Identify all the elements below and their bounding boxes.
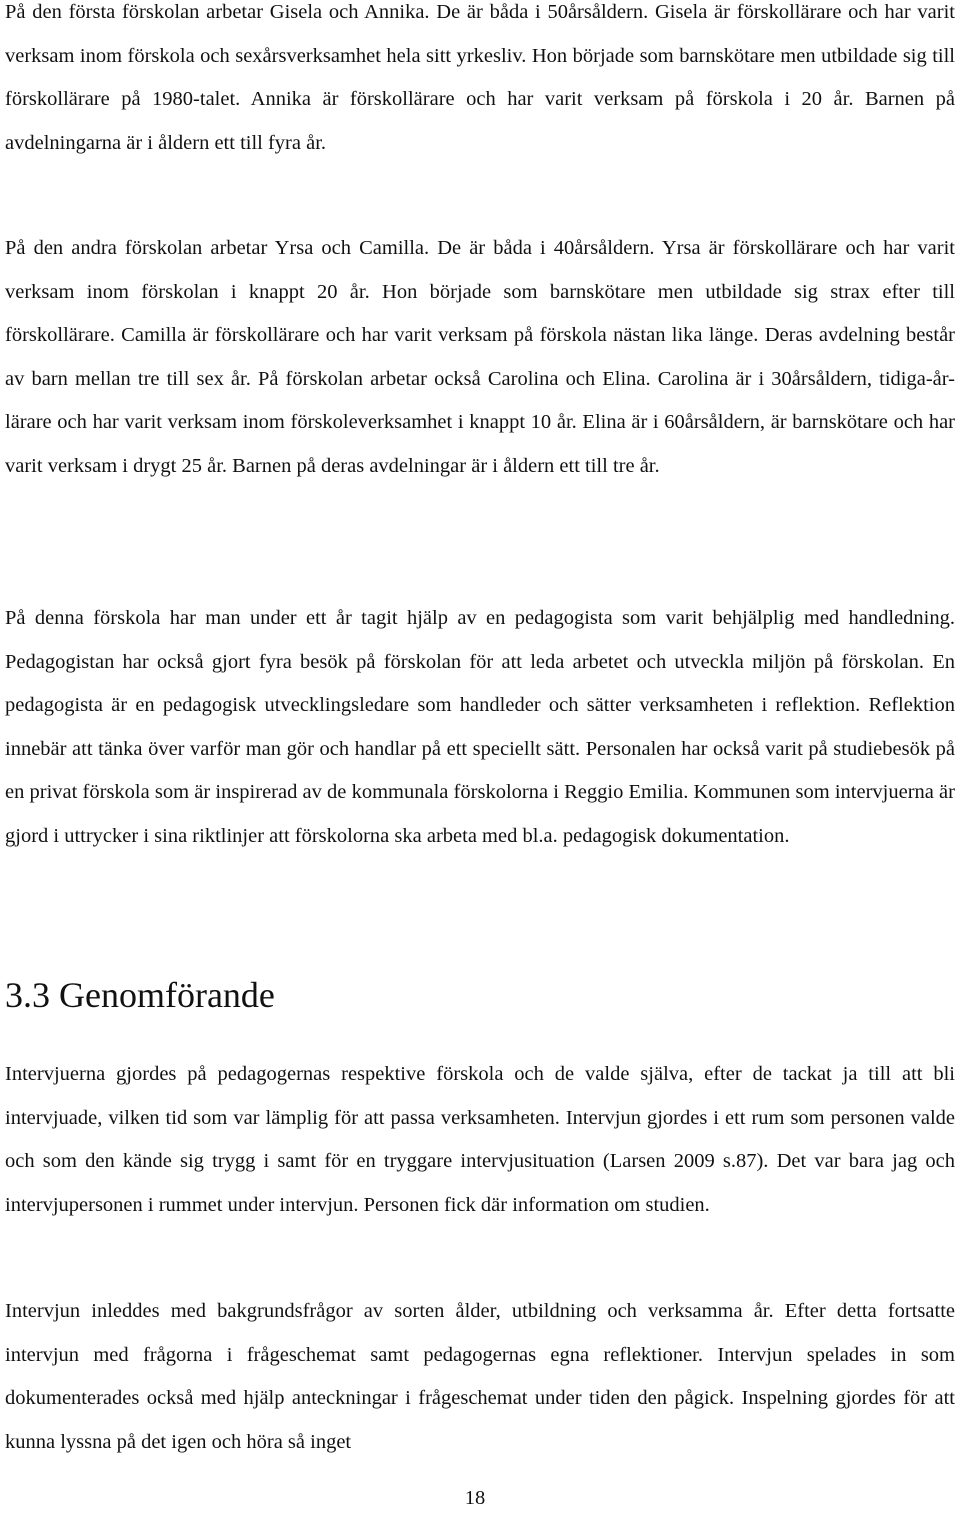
section-heading: 3.3 Genomförande	[5, 975, 275, 1015]
paragraph-first-preschool: På den första förskolan arbetar Gisela och Annika. De är båda i 50årsåldern. Gisela är förskollärare och har varit verksam inom förskola och sexårsverksamhet hela sitt yrkesliv. Hon började som barnskötare men utbildade sig till förskollärare på 1980-talet. Annika är förskollärare och har varit verksam på förskola i 20 år. Barnen på avdelningarna är i åldern ett till fyra år.	[5, 1, 955, 154]
paragraph-interviews: Intervjuerna gjordes på pedagogernas respektive förskola och de valde själva, efter de tackat ja till att bli intervjuade, vilken tid som var lämplig för att passa verksamheten. Intervjun gjordes i ett rum som personen valde och som den kände sig trygg i samt för en tryggare intervjusituation (Larsen 2009 s.87). Det var bara jag och intervjupersonen i rummet under intervjun. Personen fick där information om studien.	[5, 1063, 955, 1216]
paragraph-second-preschool: På den andra förskolan arbetar Yrsa och Camilla. De är båda i 40årsåldern. Yrsa är förskollärare och har varit verksam inom förskolan i knappt 20 år. Hon började som barnskötare men utbildade sig strax efter till förskollärare. Camilla är förskollärare och har varit verksam på förskola nästan lika länge. Deras avdelning består av barn mellan tre till sex år. På förskolan arbetar också Carolina och Elina. Carolina är i 30årsåldern, tidiga-år-lärare och har varit verksam inom förskoleverksamhet i knappt 10 år. Elina är i 60årsåldern, är barnskötare och har varit verksam i drygt 25 år. Barnen på deras avdelningar är i åldern ett till tre år.	[5, 237, 955, 477]
paragraph-interview-procedure: Intervjun inleddes med bakgrundsfrågor av sorten ålder, utbildning och verksamma år. Efter detta fortsatte intervjun med frågorna i frågeschemat samt pedagogernas egna reflektioner. Intervjun spelades in som dokumenterades också med hjälp anteckningar i frågeschemat under tiden den pågick. Inspelning gjordes för att kunna lyssna på det igen och höra så inget	[5, 1300, 955, 1453]
paragraph-pedagogista: På denna förskola har man under ett år tagit hjälp av en pedagogista som varit behjälplig med handledning. Pedagogistan har också gjort fyra besök på förskolan för att leda arbetet och utveckla miljön på förskolan. En pedagogista är en pedagogisk utvecklingsledare som handleder och sätter verksamheten i reflektion. Reflektion innebär att tänka över varför man gör och handlar på ett speciellt sätt. Personalen har också varit på studiebesök på en privat förskola som är inspirerad av de kommunala förskolorna i Reggio Emilia. Kommunen som intervjuerna är gjord i uttrycker i sina riktlinjer att förskolorna ska arbeta med bl.a. pedagogisk dokumentation.	[5, 607, 955, 847]
page-number: 18	[464, 1487, 486, 1509]
